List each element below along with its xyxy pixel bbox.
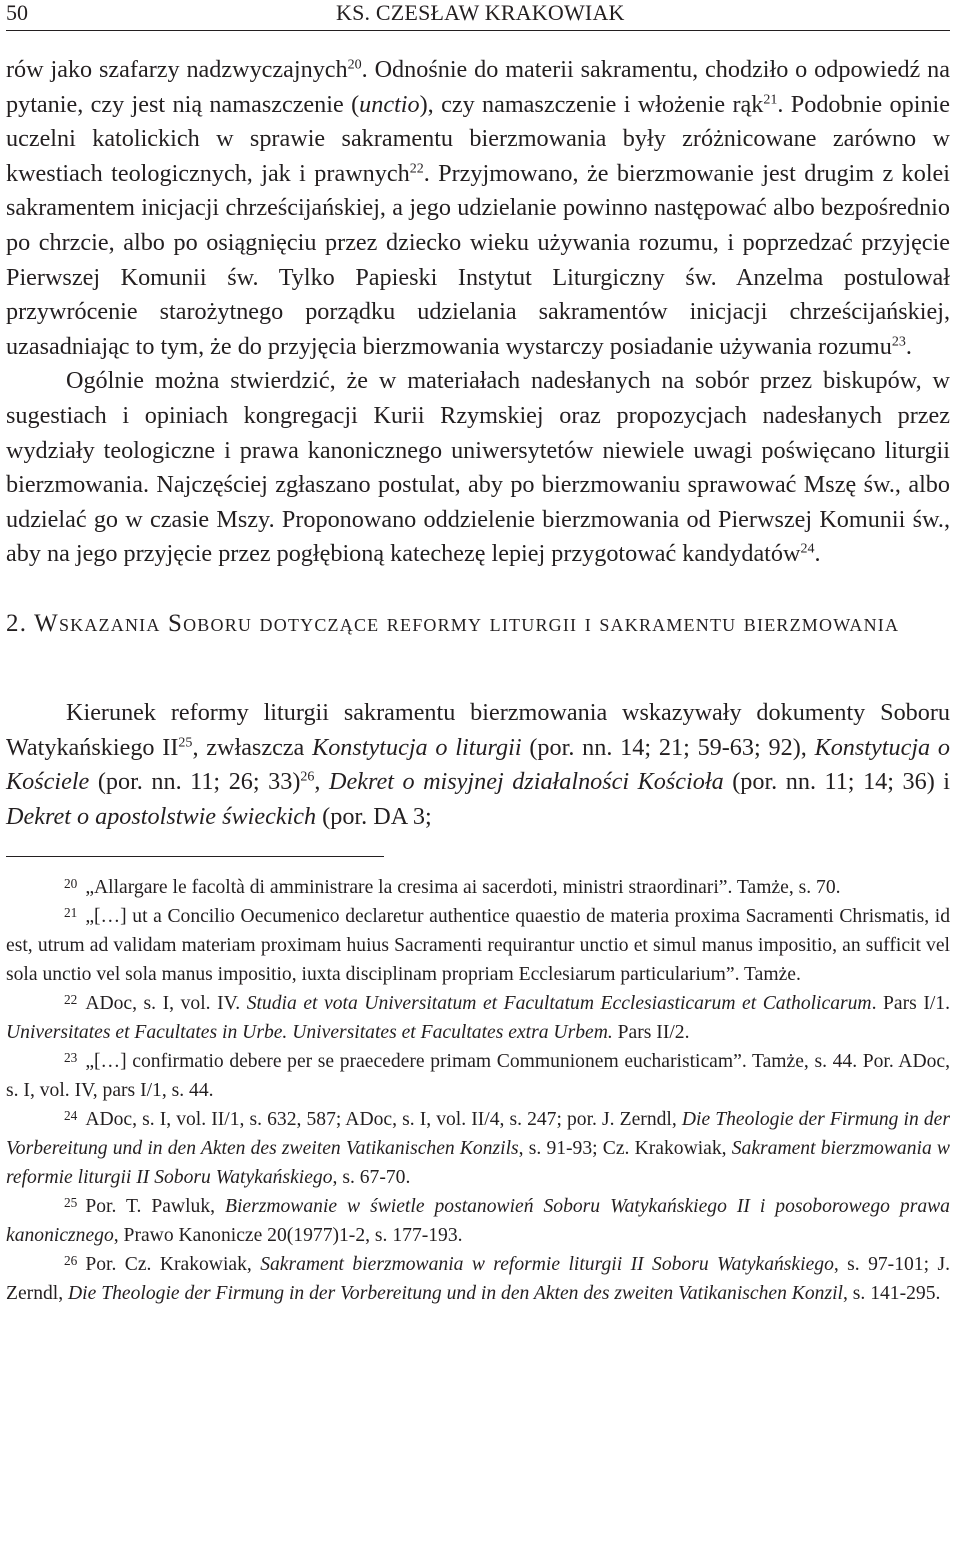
italic-text: Bierzmowanie w świetle postanowień Soboru Watykańskiego II i posoborowego prawa kanonicznego <box>6 1196 950 1247</box>
running-title: KS. CZESŁAW KRAKOWIAK <box>336 0 625 25</box>
footnote-ref: 20 <box>347 56 362 73</box>
footnote <box>6 902 950 989</box>
footnote-number: 21 <box>64 904 78 920</box>
text-run: Por. T. Pawluk, <box>85 1196 225 1218</box>
body-paragraph <box>6 364 950 572</box>
footnote-number: 24 <box>64 1107 78 1123</box>
footnote-ref: 24 <box>800 540 815 557</box>
text-run: Ogólnie można stwierdzić, że w materiałach nadesłanych na sobór przez biskupów, w sugestiach i opiniach kongregacji Kurii Rzymskiej oraz propozycjach nadesłanych przez wydziały teologiczne i prawa kanonicznego uniwersytetów niewiele uwagi poświęcano liturgii bierzmowania. Najczęściej zgłaszano postulat, aby po bierzmowaniu sprawować Mszę św., albo udzielać go w czasie Mszy. Proponowano oddzielenie bierzmowania od Pierwszej Komunii św., aby na jego przyjęcie przez pogłębioną katechezę lepiej przygotować kandydatów <box>6 367 950 568</box>
footnote-number: 25 <box>64 1194 78 1210</box>
footnote <box>6 1105 950 1192</box>
text-run: ), czy namaszczenie i włożenie rąk <box>419 90 764 118</box>
footnote-ref: 23 <box>891 333 906 350</box>
italic-text: Sakrament bierzmowania w reformie liturgii II Soboru Watykańskiego <box>6 1138 951 1189</box>
text-run: , s. 67-70. <box>332 1167 411 1189</box>
footnote <box>6 989 950 1047</box>
footnote-number: 20 <box>64 875 78 891</box>
section-paragraph <box>6 696 950 834</box>
footnote-number: 22 <box>64 991 78 1007</box>
text-run: (por. nn. 11; 14; 36) i <box>723 768 951 796</box>
text-run: . Pars I/1. <box>871 993 950 1015</box>
text-run: „Allargare le facoltà di amministrare la cresima ai sacerdoti, ministri straordinari”. Tamże, s. 70. <box>85 877 841 899</box>
footnote-ref: 25 <box>178 733 193 750</box>
text-run: (por. DA 3; <box>316 802 432 830</box>
text-run: Kierunek reformy liturgii sakramentu bierzmowania wskazywały dokumenty Soboru Watykańskiego II <box>6 698 950 761</box>
section-body <box>6 696 950 834</box>
footnote-ref: 21 <box>763 90 778 107</box>
text-run: . Odnośnie do materii sakramentu, chodziło o odpowiedź na pytanie, czy jest nią namaszczenie ( <box>6 56 950 118</box>
body-text <box>6 53 950 834</box>
text-run: . Przyjmowano, że bierzmowanie jest drugim z kolei sakramentem inicjacji chrześcijańskiej, a jego udzielanie powinno następować albo bezpośrednio po chrzcie, albo po osiągnięciu przez dziecko wieku używania rozumu, i poprzedzać przyjęcie Pierwszej Komunii św. Tylko Papieski Instytut Liturgiczny św. Anzelma postulował przywrócenie starożytnego porządku udzielania sakramentów inicjacji chrześcijańskiej, uzasadniając to tym, że do przyjęcia bierzmowania wystarczy posiadanie używania rozumu <box>6 159 950 360</box>
text-run: . <box>814 540 821 568</box>
footnote-ref: 22 <box>409 160 424 177</box>
italic-text: Die Theologie der Firmung in der Vorbereitung und in den Akten des zweiten Vatikanischen Konzils <box>6 1109 950 1160</box>
text-run: Pars II/2. <box>612 1022 690 1044</box>
text-run: , <box>314 768 329 796</box>
section-title: 2. Wskazania Soboru dotyczące reformy liturgii i sakramentu bierzmowania <box>6 609 900 637</box>
text-run: „[…] ut a Concilio Oecumenico declaretur authentice quaestio de materia proxima Sacramenti Chrismatis, id est, utrum ad validam materiam proximam huius Sacramenti requirantur unctio et simul manus impositio, an sufficit vel sola unctio vel sola manus impositio, iuxta disciplinam propriam Ecclesiarum particularium”. Tamże. <box>6 906 950 986</box>
text-run: , s. 141-295. <box>842 1283 941 1305</box>
footnote-number: 26 <box>64 1252 78 1268</box>
text-run: , zwłaszcza <box>192 733 313 761</box>
italic-text: Studia et vota Universitatum et Facultatum Ecclesiasticarum et Catholicarum <box>246 993 872 1015</box>
text-run: (por. nn. 11; 26; 33) <box>89 768 301 796</box>
text-run: (por. nn. 14; 21; 59-63; 92), <box>521 733 815 761</box>
footnote <box>6 1192 950 1250</box>
italic-text: Konstytucja o liturgii <box>312 733 522 761</box>
text-run: ADoc, s. I, vol. II/1, s. 632, 587; ADoc, s. I, vol. II/4, s. 247; por. J. Zerndl, <box>85 1109 682 1131</box>
text-run: , s. 97-101; J. Zerndl, <box>6 1254 950 1305</box>
footnotes <box>6 873 950 1308</box>
text-run: Por. Cz. Krakowiak, <box>85 1254 261 1276</box>
text-run: , s. 91-93; Cz. Krakowiak, <box>518 1138 732 1160</box>
footnote <box>6 1047 950 1105</box>
running-header <box>6 0 950 30</box>
text-run: . <box>905 332 912 360</box>
paragraph-group <box>6 53 950 572</box>
text-run: rów jako szafarzy nadzwyczajnych <box>6 56 348 83</box>
italic-text: Universitates et Facultates in Urbe. Universitates et Facultates extra Urbem. <box>6 1022 613 1044</box>
text-run: ADoc, s. I, vol. IV. <box>85 993 247 1015</box>
italic-text: Dekret o misyjnej działalności Kościoła <box>329 768 724 796</box>
body-paragraph <box>6 53 950 364</box>
text-run: . Podobnie opinie uczelni katolickich w sprawie sakramentu bierzmowania były zróżnicowane zarówno w kwestiach teologicznych, jak i prawnych <box>6 90 951 187</box>
footnote-number: 23 <box>64 1049 78 1065</box>
italic-text: Die Theologie der Firmung in der Vorbereitung und in den Akten des zweiten Vatikanischen Konzil <box>68 1283 843 1305</box>
italic-text: Dekret o apostolstwie świeckich <box>6 802 317 830</box>
text-run: „[…] confirmatio debere per se praecedere primam Communionem eucharisticam”. Tamże, s. 44. Por. ADoc, s. I, vol. IV, pars I/1, s. 44. <box>6 1051 950 1102</box>
footnote <box>6 873 950 902</box>
text-run: , Prawo Kanonicze 20(1977)1-2, s. 177-193. <box>113 1225 463 1247</box>
page-number: 50 <box>6 0 28 25</box>
footnote-ref: 26 <box>300 768 315 785</box>
italic-text: Konstytucja o Kościele <box>6 733 951 796</box>
footnote-rule <box>6 856 384 857</box>
italic-text: Sakrament bierzmowania w reformie liturgii II Soboru Watykańskiego <box>260 1254 834 1276</box>
header-rule <box>6 30 950 31</box>
footnote <box>6 1250 950 1308</box>
italic-text: unctio <box>359 90 420 118</box>
